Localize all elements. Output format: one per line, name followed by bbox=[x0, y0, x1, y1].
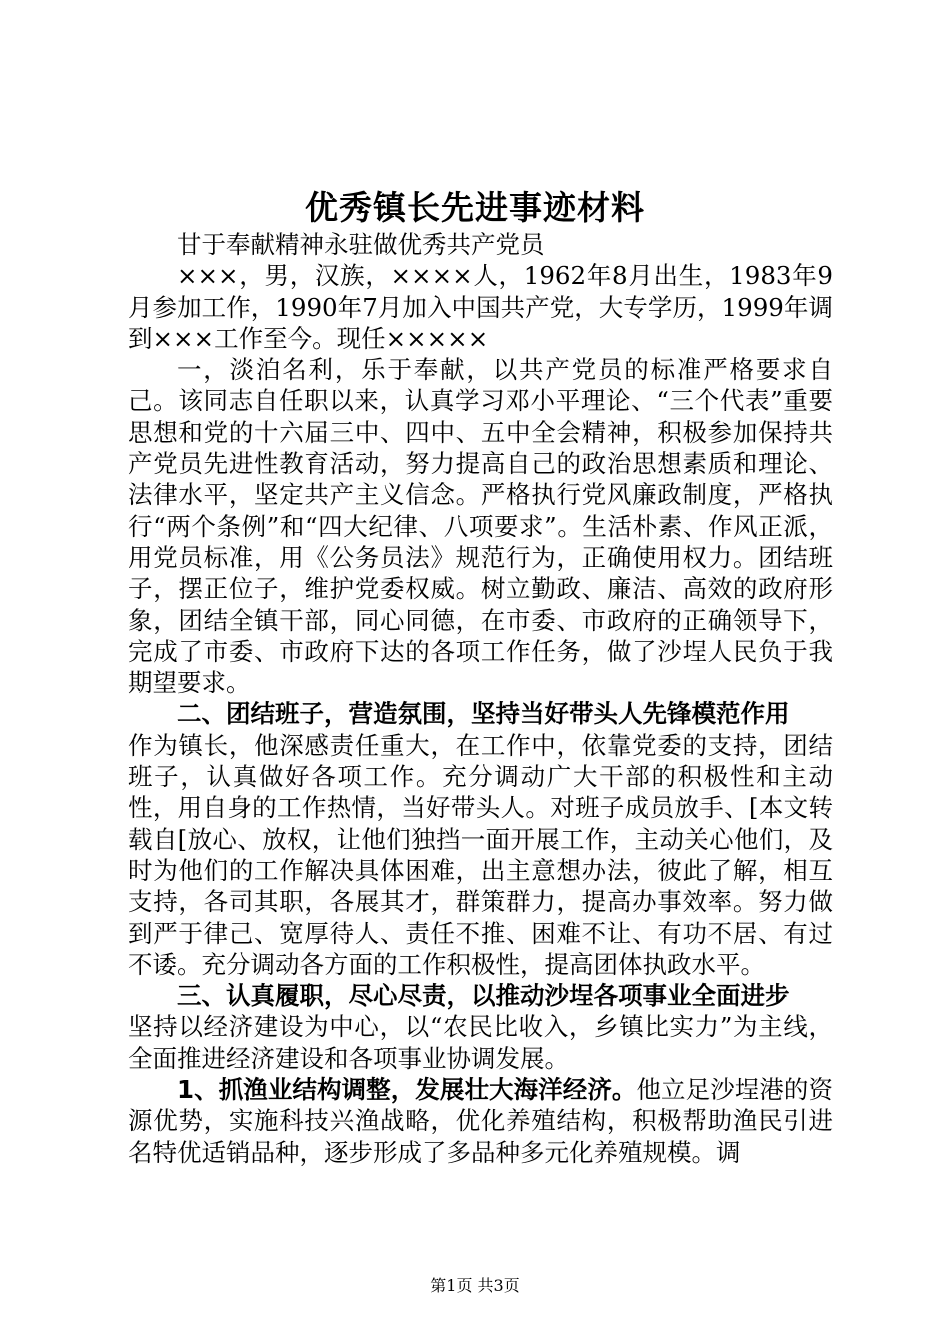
document-body bbox=[128, 229, 833, 1168]
section-two-paragraph: 作为镇长，他深感责任重大，在工作中，依靠党委的支持，团结班子，认真做好各项工作。充分调动广大干部的积极性和主动性，用自身的工作热情，当好带头人。对班子成员放手、[本文转载自[放心、放权，让他们独挡一面开展工作，主动关心他们，及时为他们的工作解决具体困难，出主意想办法，彼此了解，相互支持，各司其职，各展其才，群策群力，提高办事效率。努力做到严于律己、宽厚待人、责任不推、困难不让、有功不居、有过不诿。充分调动各方面的工作积极性，提高团体执政水平。 bbox=[128, 730, 833, 979]
subsection-one-text: 他立足沙埕港的资源优势，实施科技兴渔战略，优化养殖结构，积极帮助渔民引进名特优适销品种，逐步形成了多品种多元化养殖规模。调 bbox=[128, 1075, 834, 1167]
subtitle-paragraph: 甘于奉献精神永驻做优秀共产党员 bbox=[177, 230, 545, 259]
section-three-heading: 三、认真履职，尽心尽责，以推动沙埕各项事业全面进步 bbox=[177, 981, 790, 1011]
section-two-heading: 二、团结班子，营造氛围，坚持当好带头人先锋模范作用 bbox=[177, 699, 790, 729]
section-three-paragraph: 坚持以经济建设为中心，以“农民比收入，乡镇比实力”为主线，全面推进经济建设和各项事业协调发展。 bbox=[128, 1012, 833, 1073]
document-title: 优秀镇长先进事迹材料 bbox=[305, 188, 645, 227]
subsection-one-heading: 1、抓渔业结构调整，发展壮大海洋经济。 bbox=[177, 1075, 637, 1105]
profile-paragraph: ×××，男，汉族，××××人，1962年8月出生，1983年9月参加工作，1990年7月加入中国共产党，大专学历，1999年调到×××工作至今。现任××××× bbox=[128, 261, 833, 353]
page-footer: 第1页 共3页 bbox=[430, 1276, 520, 1295]
section-one-paragraph: 一，淡泊名利，乐于奉献，以共产党员的标准严格要求自己。该同志自任职以来，认真学习邓小平理论、“三个代表”重要思想和党的十六届三中、四中、五中全会精神，积极参加保持共产党员先进性教育活动，努力提高自己的政治思想素质和理论、法律水平，坚定共产主义信念。严格执行党风廉政制度，严格执行“两个条例”和“四大纪律、八项要求”。生活朴素、作风正派，用党员标准，用《公务员法》规范行为，正确使用权力。团结班子，摆正位子，维护党委权威。树立勤政、廉洁、高效的政府形象，团结全镇干部，同心同德，在市委、市政府的正确领导下，完成了市委、市政府下达的各项工作任务，做了沙埕人民负于我期望要求。 bbox=[128, 355, 833, 698]
subsection-one-paragraph bbox=[128, 1074, 833, 1168]
